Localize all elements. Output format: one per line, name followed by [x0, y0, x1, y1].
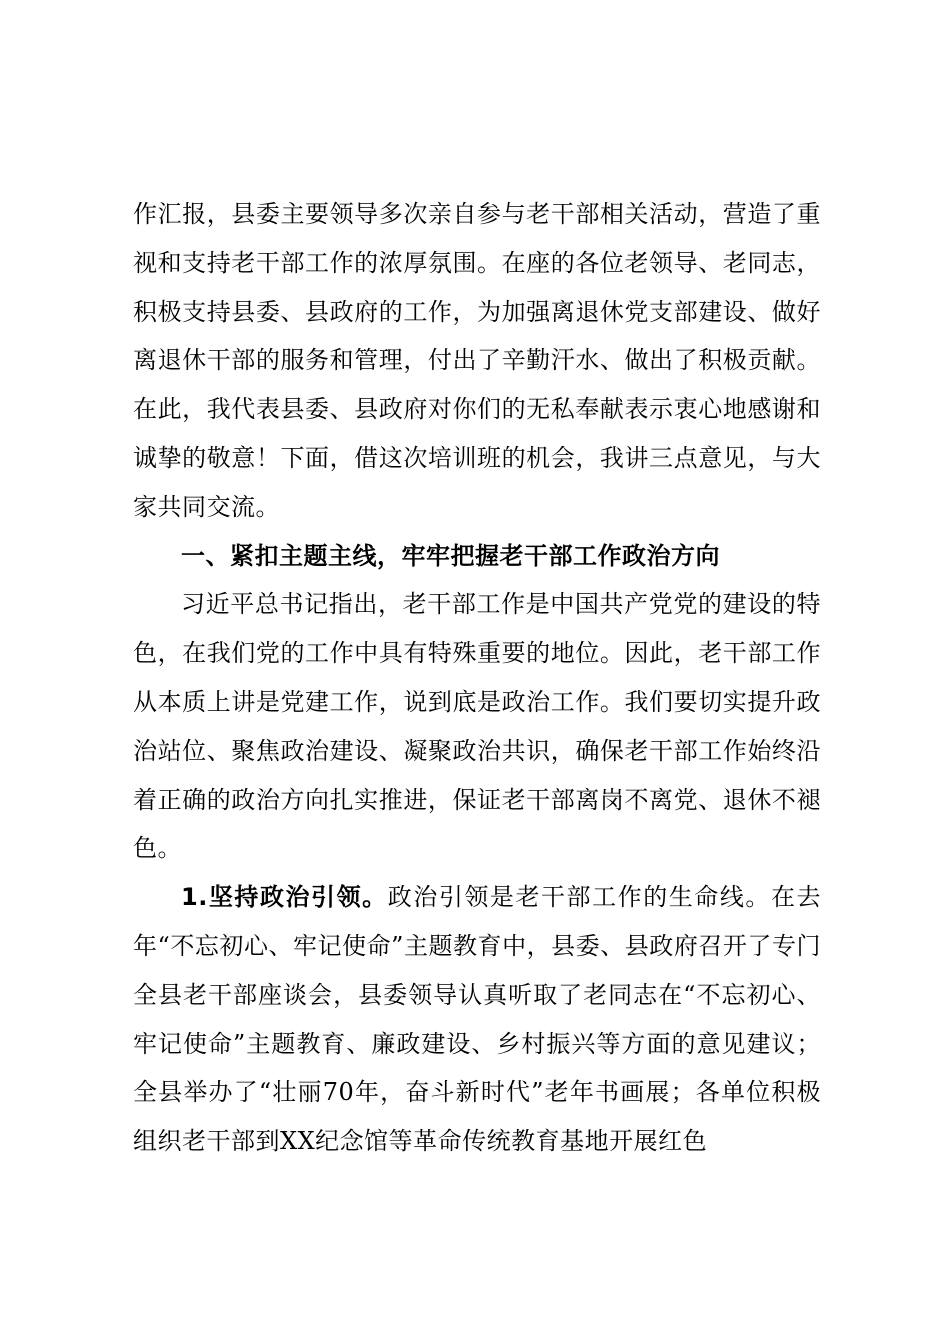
paragraph-continuation: 作汇报，县委主要领导多次亲自参与老干部相关活动，营造了重视和支持老干部工作的浓厚氛围。在座的各位老领导、老同志，积极支持县委、县政府的工作，为加强离退休党支部建设、做好离退休干部的服务和管理，付出了辛勤汗水、做出了积极贡献。在此，我代表县委、县政府对你们的无私奉献表示衷心地感谢和诚挚的敬意！下面，借这次培训班的机会，我讲三点意见，与大家共同交流。: [133, 200, 821, 521]
subsection-body: 政治引领是老干部工作的生命线。在去年“不忘初心、牢记使命”主题教育中，县委、县政府召开了专门全县老干部座谈会，县委领导认真听取了老同志在“不忘初心、牢记使命”主题教育、廉政建设、乡村振兴等方面的意见建议；全县举办了“壮丽70年，奋斗新时代”老年书画展；各单位积极组织老干部到XX纪念馆等革命传统教育基地开展红色: [133, 883, 821, 1156]
document-body: [133, 190, 821, 1166]
subsection-lead: 1.坚持政治引领。: [181, 883, 388, 912]
section-heading: 一、紧扣主题主线，牢牢把握老干部工作政治方向: [181, 541, 720, 570]
paragraph-section-intro: 习近平总书记指出，老干部工作是中国共产党党的建设的特色，在我们党的工作中具有特殊重要的地位。因此，老干部工作从本质上讲是党建工作，说到底是政治工作。我们要切实提升政治站位、聚焦政治建设、凝聚政治共识，确保老干部工作始终沿着正确的政治方向扎实推进，保证老干部离岗不离党、退休不褪色。: [133, 590, 821, 863]
paragraph-political-guidance: [133, 873, 821, 1166]
